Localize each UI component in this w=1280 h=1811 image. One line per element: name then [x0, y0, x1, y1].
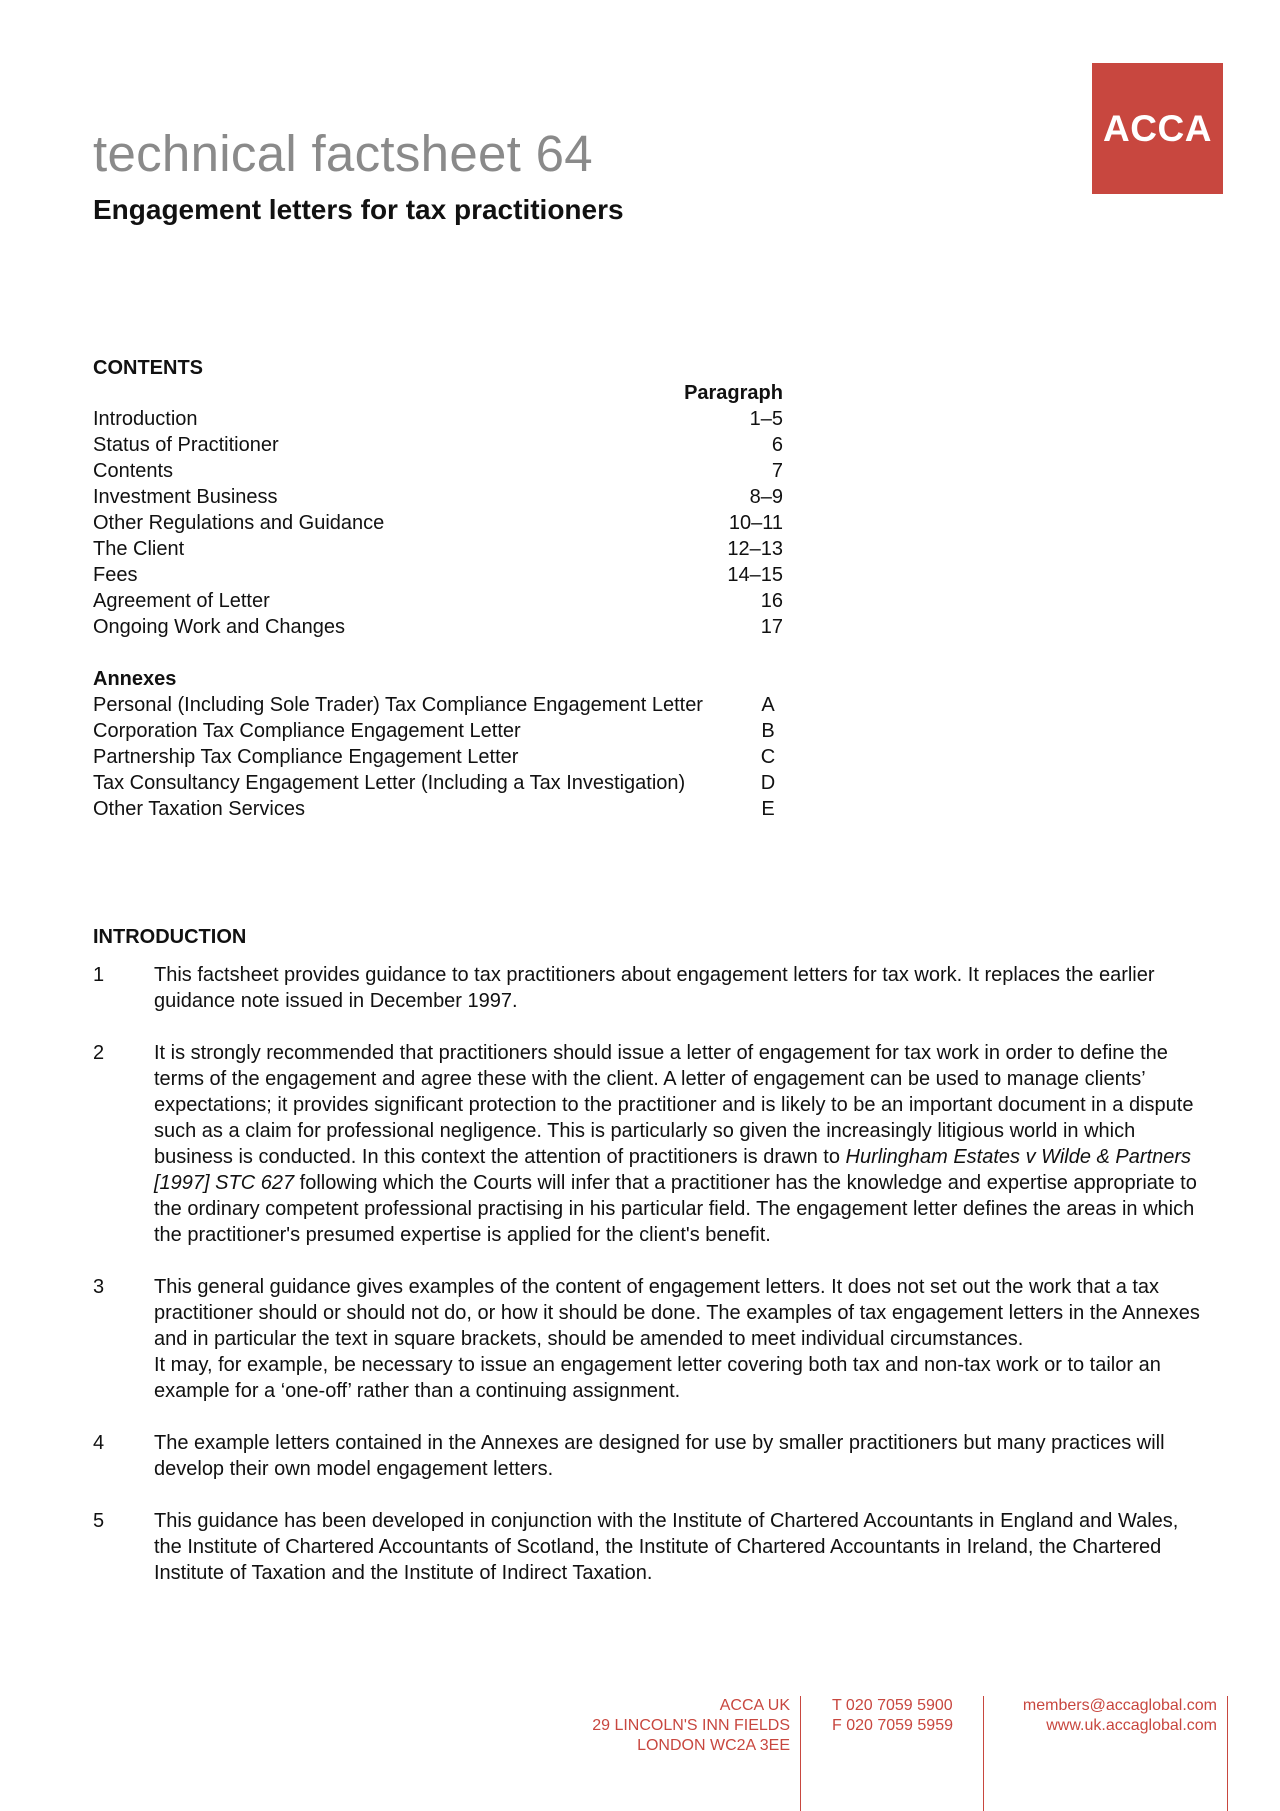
toc-label: The Client — [93, 538, 185, 560]
paragraph-text-part: It is strongly recommended that practitioners should issue a letter of engagement for tax work in order to define the terms of the engagement and agree these with the client. A letter of engagement can be used to manage clients’ expectations; it provides significant protection to the practitioner and is likely to be an important document in a dispute such as a claim for professional negligence. This is particularly so given the increasingly litigious world in which business is conducted. In this context the attention of practitioners is drawn to — [154, 1042, 1194, 1168]
case-citation: Hurlingham Estates v Wilde & Partners [1997] STC 627 — [154, 1146, 1192, 1194]
toc-ref: 16 — [760, 590, 783, 612]
paragraph-number: 5 — [93, 1510, 105, 1532]
toc-ref: 10–11 — [728, 512, 783, 534]
annex-row — [93, 692, 783, 718]
paragraph-text — [154, 1040, 1200, 1248]
footer-fax: F 020 7059 5959 — [832, 1717, 953, 1734]
document-subtitle: Engagement letters for tax practitioners — [93, 194, 624, 225]
annex-ref: D — [760, 772, 776, 794]
annex-ref: B — [761, 720, 775, 742]
annex-label: Partnership Tax Compliance Engagement Letter — [93, 746, 519, 768]
footer-phone — [832, 1696, 953, 1736]
toc-row — [93, 432, 783, 458]
annex-row — [93, 770, 783, 796]
annex-label: Other Taxation Services — [93, 798, 305, 820]
toc-label: Investment Business — [93, 486, 278, 508]
paragraph-number: 2 — [93, 1042, 105, 1064]
toc-row — [93, 588, 783, 614]
paragraph-text: The example letters contained in the Annexes are designed for use by smaller practitioners but many practices will develop their own model engagement letters. — [154, 1432, 1165, 1480]
toc-spacer — [93, 640, 783, 666]
paragraph-text: This factsheet provides guidance to tax practitioners about engagement letters for tax work. It replaces the earlier guidance note issued in December 1997. — [154, 964, 1155, 1012]
annex-ref: C — [760, 746, 776, 768]
document-title: technical factsheet 64 — [93, 125, 593, 182]
footer-divider — [983, 1696, 984, 1811]
toc-row — [93, 406, 783, 432]
paragraph-number: 3 — [93, 1276, 105, 1298]
footer-address — [592, 1696, 790, 1756]
paragraph-text: This general guidance gives examples of the content of engagement letters. It does not set out the work that a tax practitioner should or should not do, or how it should be done. The examples of tax engagement letters in the Annexes and in particular the text in square brackets, should be amended to meet individual circumstances. — [154, 1276, 1200, 1350]
paragraph-number: 1 — [93, 964, 105, 986]
paragraph-3 — [93, 1274, 1200, 1404]
introduction-heading: INTRODUCTION — [93, 926, 247, 948]
contents-heading: CONTENTS — [93, 357, 203, 379]
toc-ref: 7 — [771, 460, 783, 482]
footer-address-line: LONDON WC2A 3EE — [637, 1737, 790, 1754]
toc-label: Agreement of Letter — [93, 590, 270, 612]
footer-website-link[interactable]: www.uk.accaglobal.com — [1046, 1717, 1217, 1734]
annex-label: Tax Consultancy Engagement Letter (Including a Tax Investigation) — [93, 772, 686, 794]
logo-text: ACCA — [1103, 107, 1212, 149]
footer-divider — [800, 1696, 801, 1811]
acca-logo — [1092, 63, 1223, 194]
annex-row — [93, 718, 783, 744]
toc-label: Status of Practitioner — [93, 434, 279, 456]
paragraph-text-part: following which the Courts will infer that a practitioner has the knowledge and expertise appropriate to the ordinary competent professional practising in his particular field. The engagement letter defines the areas in which the practitioner's presumed expertise is applied for the client's benefit. — [154, 1172, 1197, 1246]
footer-org: ACCA UK — [719, 1697, 790, 1714]
annex-row — [93, 796, 783, 822]
footer-email-link[interactable]: members@accaglobal.com — [1022, 1697, 1217, 1714]
toc-label: Introduction — [93, 408, 198, 430]
toc-label: Other Regulations and Guidance — [93, 512, 385, 534]
toc-row — [93, 536, 783, 562]
toc-ref: 8–9 — [749, 486, 783, 508]
paragraph-number: 4 — [93, 1432, 105, 1454]
paragraph-4 — [93, 1430, 1200, 1482]
toc-row — [93, 484, 783, 510]
toc-ref: 6 — [771, 434, 783, 456]
annexes-heading: Annexes — [93, 668, 177, 690]
toc-ref: 17 — [760, 616, 783, 638]
paragraph-1 — [93, 962, 1200, 1014]
footer-divider — [1227, 1696, 1228, 1811]
footer-web — [1023, 1696, 1217, 1736]
table-of-contents — [93, 380, 783, 822]
toc-row — [93, 458, 783, 484]
annex-label: Corporation Tax Compliance Engagement Letter — [93, 720, 521, 742]
paragraph-text: This guidance has been developed in conjunction with the Institute of Chartered Accountants in England and Wales, the Institute of Chartered Accountants of Scotland, the Institute of Chartered Accountants in Ireland, the Chartered Institute of Taxation and the Institute of Indirect Taxation. — [154, 1510, 1179, 1584]
toc-ref: 12–13 — [727, 538, 783, 560]
toc-label: Contents — [93, 460, 174, 482]
footer-telephone: T 020 7059 5900 — [832, 1697, 953, 1714]
toc-ref: 1–5 — [749, 408, 783, 430]
annex-label: Personal (Including Sole Trader) Tax Compliance Engagement Letter — [93, 694, 703, 716]
toc-label: Ongoing Work and Changes — [93, 616, 346, 638]
toc-label: Fees — [93, 564, 138, 586]
toc-row — [93, 510, 783, 536]
toc-ref: 14–15 — [727, 564, 783, 586]
introduction-body — [93, 962, 1200, 1612]
annex-ref: E — [761, 798, 775, 820]
annex-ref: A — [761, 694, 775, 716]
paragraph-5 — [93, 1508, 1200, 1586]
annex-row — [93, 744, 783, 770]
paragraph-2 — [93, 1040, 1200, 1248]
paragraph-text: It may, for example, be necessary to issue an engagement letter covering both tax and non-tax work or to tailor an example for a ‘one-off’ rather than a continuing assignment. — [154, 1354, 1161, 1402]
footer-address-line: 29 LINCOLN'S INN FIELDS — [592, 1717, 790, 1734]
paragraph-header: Paragraph — [684, 382, 783, 404]
toc-row — [93, 562, 783, 588]
toc-column-header — [93, 380, 783, 406]
toc-row — [93, 614, 783, 640]
